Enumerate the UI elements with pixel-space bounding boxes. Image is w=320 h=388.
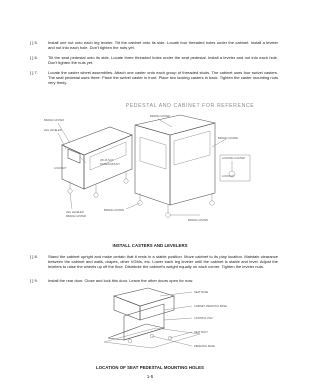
step-text: Install one nut onto each leg leveler. Tilt the cabinet onto its side. Locate four threaded holes under the cabinet. Install a leveler and nut into each hole. Don't tighten the nuts yet. <box>48 40 278 50</box>
step-number: [ ] 9. <box>30 278 38 283</box>
label-seat-bolt: SEAT BOLT <box>194 331 208 334</box>
step-text: Install the rear door. Close and lock this door. Leave the other doors open for now. <box>48 278 194 283</box>
label-control-pan: CONTROL PAN <box>194 317 213 320</box>
label-brake-caster-top: BRAKE CASTER <box>44 119 65 122</box>
label-nut: 3/8-16 NUT <box>100 159 114 162</box>
step-7 <box>30 71 278 86</box>
label-screw-mount: SCREW MOUNT <box>100 163 120 166</box>
figure1-caption: INSTALL CASTERS AND LEVELERS <box>112 243 188 248</box>
label-brake-caster-right: BRAKE CASTER <box>218 137 239 140</box>
step-number: [ ] 8. <box>30 254 38 259</box>
figure2-caption: LOCATION OF SEAT PEDESTAL MOUNTING HOLES <box>96 365 204 370</box>
label-brake-caster-cabinet: BRAKE CASTER <box>150 115 171 118</box>
step-9 <box>30 279 278 284</box>
step-text: Locate the caster wheel assemblies. Attach one caster onto each group of threaded studs. The cabinet uses four swivel casters. The seat pedestal uses three. Place the swivel caster in front. Place two locking casters in back. Tighten the caster mounting nuts very firmly. <box>48 70 278 85</box>
step-text: Stand the cabinet upright and make certain that it rests in a stable position. Move cabinet to its play location. Maintain clearance between the cabinet and walls, drapes, other VGMs, etc. Lower each leg leveler until the cabinet is stable and level. Adjust the levelers to raise the wheels up off the floor. Distribute the cabinet's weight equally on each corner. Tighten the leveler nuts. <box>48 254 278 269</box>
seat-pedestal-mounting-diagram <box>100 286 240 358</box>
label-brake-caster-bottom: BRAKE CASTER <box>104 209 125 212</box>
page-number: 1-5 <box>146 374 154 379</box>
seat-pedestal-base-drawing <box>104 288 200 348</box>
label-pedestal-base: PEDESTAL BASE <box>194 345 215 348</box>
step-number: [ ] 6. <box>30 55 38 60</box>
label-leg-leveler-2: LEG LEVELER <box>66 211 84 214</box>
seat-pedestal-drawing <box>62 127 132 197</box>
step-8 <box>30 255 278 270</box>
label-locking-caster: LOCKING CASTER <box>222 157 245 160</box>
label-leg-leveler: LEG LEVELER <box>44 129 62 132</box>
step-5 <box>30 41 278 51</box>
step-text: Tilt the seat pedestal onto its side. Locate three threaded holes under the seat pedestal. Install a leveler and nut into each hole. Don't tighten the nuts yet. <box>48 55 278 65</box>
casters-levelers-diagram <box>40 97 260 237</box>
figure-header: PEDESTAL AND CABINET FOR REFERENCE <box>125 103 255 109</box>
label-locknut-detail: LOCKNUT <box>222 175 235 178</box>
label-locknut: LOCKNUT <box>54 167 67 170</box>
step-number: [ ] 5. <box>30 40 38 45</box>
label-seat-base: SEAT BASE <box>194 291 209 294</box>
label-brake-caster-front: BRAKE CASTER <box>188 219 209 222</box>
label-brake-caster-left: BRAKE CASTER <box>66 215 87 218</box>
cabinet-drawing <box>135 115 215 217</box>
label-cabinet-pedestal-base: CABINET PEDESTAL BASE <box>194 305 227 308</box>
step-6 <box>30 56 278 66</box>
step-number: [ ] 7. <box>30 70 38 75</box>
